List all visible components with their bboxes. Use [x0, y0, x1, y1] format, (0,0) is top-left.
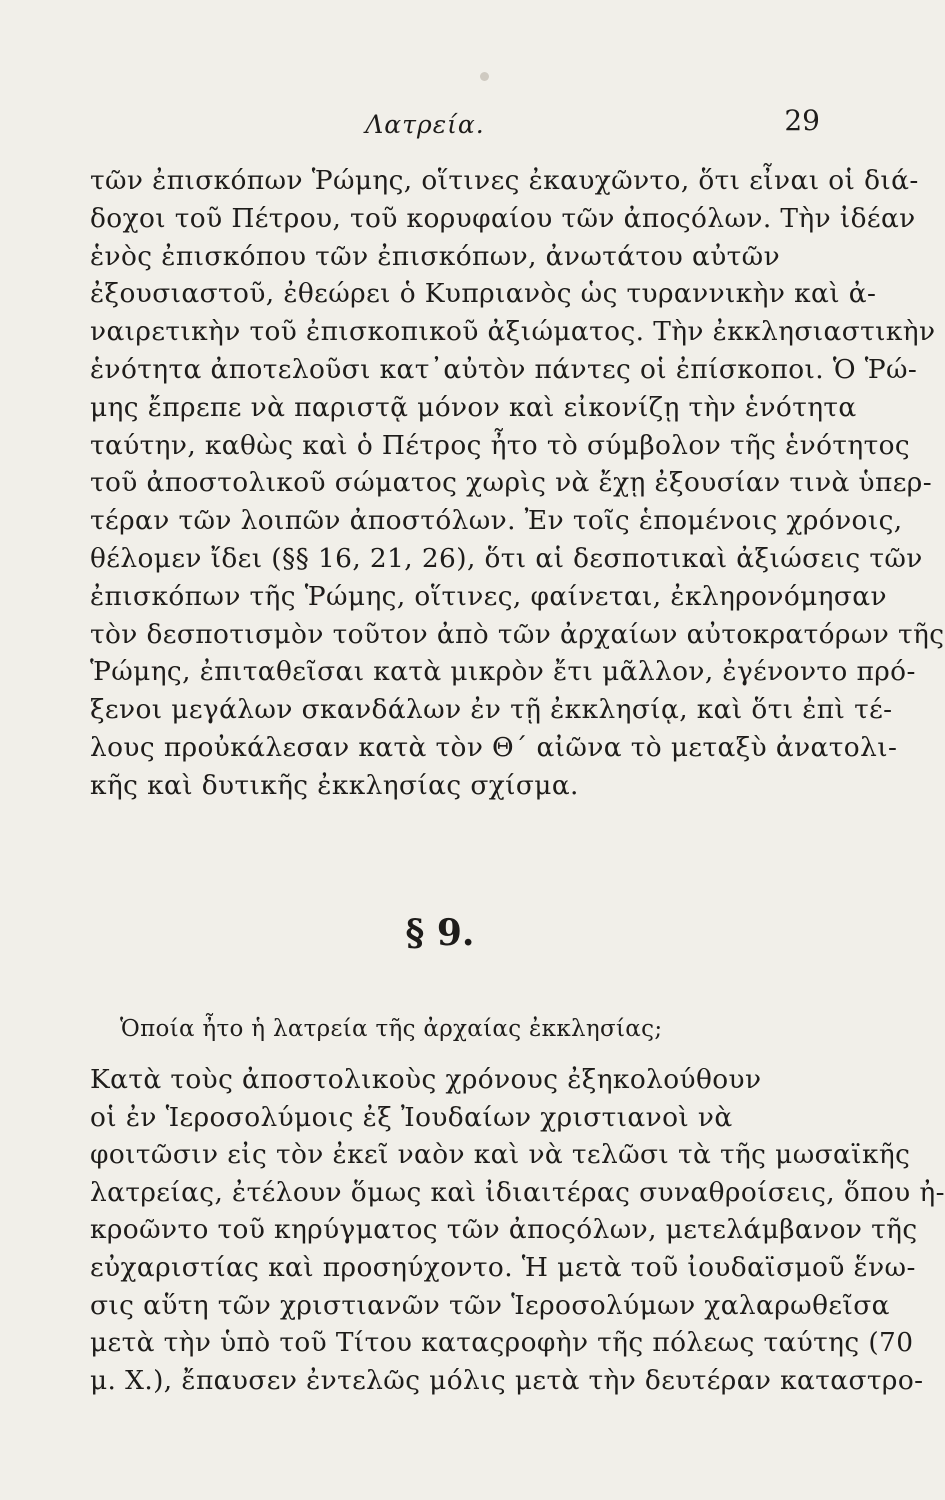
text-line: φοιτῶσιν εἰς τὸν ἐκεῖ ναὸν καὶ νὰ τελῶσι τὰ τῆς μωσαϊκῆς [90, 1139, 911, 1171]
text-line: ἐξουσιαστοῦ, ἐθεώρει ὁ Κυπριανὸς ὡς τυραννικὴν καὶ ἀ- [90, 278, 877, 310]
text-line: Κατὰ τοὺς ἀποστολικοὺς χρόνους ἐξηκολούθουν [90, 1064, 762, 1095]
paragraph-1 [90, 162, 945, 805]
paragraph-2 [90, 1061, 945, 1399]
text-line: μετὰ τὴν ὑπὸ τοῦ Τίτου καταςροφὴν τῆς πόλεως ταύτης (70 [90, 1327, 914, 1359]
page-number: 29 [784, 104, 820, 137]
running-title: Λατρεία. [365, 110, 485, 139]
section-question: Ὁποία ἦτο ἡ λατρεία τῆς ἀρχαίας ἐκκλησίας; [120, 1016, 663, 1042]
text-line: ἐπισκόπων τῆς Ῥώμης, οἵτινες, φαίνεται, ἐκληρονόμησαν [90, 580, 887, 612]
text-line: λους προὐκάλεσαν κατὰ τὸν Θ΄ αἰῶνα τὸ μεταξὺ ἀνατολι- [90, 731, 898, 763]
text-line: δοχοι τοῦ Πέτρου, τοῦ κορυφαίου τῶν ἀποςόλων. Τὴν ἰδέαν [90, 202, 916, 234]
paper-speck [480, 72, 489, 81]
text-line: λατρείας, ἐτέλουν ὅμως καὶ ἰδιαιτέρας συναθροίσεις, ὅπου ἠ- [90, 1176, 945, 1208]
text-line: μης ἔπρεπε νὰ παριστᾷ μόνον καὶ εἰκονίζῃ τὴν ἑνότητα [90, 391, 857, 423]
text-line: εὐχαριστίας καὶ προσηύχοντο. Ἡ μετὰ τοῦ ἰουδαϊσμοῦ ἕνω- [90, 1251, 916, 1283]
text-line: κροῶντο τοῦ κηρύγματος τῶν ἀποςόλων, μετελάμβανον τῆς [90, 1214, 918, 1246]
text-line: τέραν τῶν λοιπῶν ἀποστόλων. Ἐν τοῖς ἑπομένοις χρόνοις, [90, 505, 903, 537]
text-line: τῶν ἐπισκόπων Ῥώμης, οἵτινες ἐκαυχῶντο, ὅτι εἶναι οἱ διά- [90, 165, 919, 196]
text-line: κῆς καὶ δυτικῆς ἐκκλησίας σχίσμα. [90, 769, 579, 801]
text-line: τὸν δεσποτισμὸν τοῦτον ἀπὸ τῶν ἀρχαίων αὐτοκρατόρων τῆς [90, 618, 945, 650]
text-line: μ. Χ.), ἔπαυσεν ἐντελῶς μόλις μετὰ τὴν δευτέραν καταστρο- [90, 1364, 924, 1396]
text-line: ναιρετικὴν τοῦ ἐπισκοπικοῦ ἀξιώματος. Τὴν ἐκκλησιαστικὴν [90, 316, 936, 348]
text-line: σις αὕτη τῶν χριστιανῶν τῶν Ἱεροσολύμων χαλαρωθεῖσα [90, 1289, 890, 1321]
text-line: θέλομεν ἴδει (§§ 16, 21, 26), ὅτι αἱ δεσποτικαὶ ἀξιώσεις τῶν [90, 542, 923, 574]
text-line: ἑνὸς ἐπισκόπου τῶν ἐπισκόπων, ἀνωτάτου αὐτῶν [90, 240, 781, 272]
text-line: ταύτην, καθὼς καὶ ὁ Πέτρος ἦτο τὸ σύμβολον τῆς ἑνότητος [90, 429, 911, 461]
section-heading: § 9. [405, 912, 475, 954]
text-line: ξενοι μεγάλων σκανδάλων ἐν τῇ ἐκκλησίᾳ, καὶ ὅτι ἐπὶ τέ- [90, 694, 893, 726]
text-line: ἑνότητα ἀποτελοῦσι κατ᾽αὐτὸν πάντες οἱ ἐπίσκοποι. Ὁ Ῥώ- [90, 353, 918, 385]
text-line: τοῦ ἀποστολικοῦ σώματος χωρὶς νὰ ἔχῃ ἐξουσίαν τινὰ ὑπερ- [90, 467, 933, 499]
text-line: Ῥώμης, ἐπιταθεῖσαι κατὰ μικρὸν ἔτι μᾶλλον, ἐγένοντο πρό- [90, 656, 916, 688]
text-line: οἱ ἐν Ἱεροσολύμοις ἐξ Ἰουδαίων χριστιανοὶ νὰ [90, 1101, 733, 1133]
